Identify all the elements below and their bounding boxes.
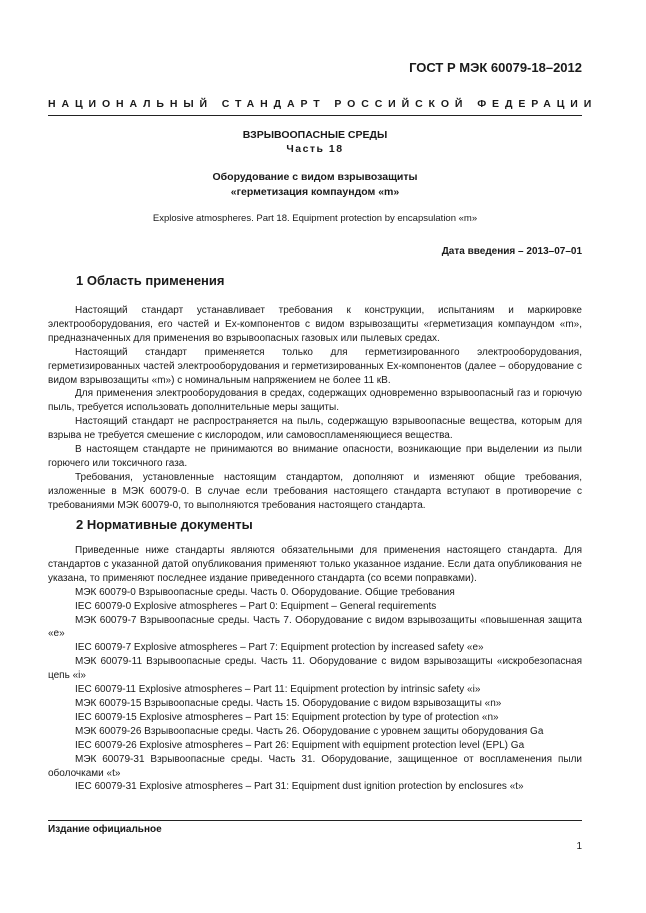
reference-item: IEC 60079-31 Explosive atmospheres – Part 31: Equipment dust ignition protection by enclosures «t»	[75, 781, 524, 793]
reference-item: МЭК 60079-26 Взрывоопасные среды. Часть 26. Оборудование с уровнем защиты оборудования Ga	[75, 725, 544, 737]
reference-item: IEC 60079-7 Explosive atmospheres – Part 7: Equipment protection by increased safety «e»	[75, 642, 484, 654]
document-page	[48, 0, 598, 913]
section-1-paragraph: Настоящий стандарт не распространяется на пыль, содержащую взрывоопасные вещества, которым для взрыва не требуется смешение с кислородом, или самовоспламеняющиеся вещества.	[48, 416, 582, 442]
reference-item: IEC 60079-0 Explosive atmospheres – Part 0: Equipment – General requirements	[75, 600, 437, 612]
english-title: Explosive atmospheres. Part 18. Equipment protection by encapsulation «m»	[152, 213, 478, 224]
document-title: ВЗРЫВООПАСНЫЕ СРЕДЫ	[242, 129, 388, 141]
reference-item: МЭК 60079-0 Взрывоопасные среды. Часть 0. Оборудование. Общие требования	[75, 586, 455, 598]
document-part: Часть 18	[286, 143, 344, 155]
section-1-heading: 1 Область применения	[76, 273, 225, 288]
introduction-date: Дата введения – 2013–07–01	[441, 246, 582, 257]
reference-item: IEC 60079-11 Explosive atmospheres – Part 11: Equipment protection by intrinsic safety «i»	[75, 684, 481, 696]
reference-item: МЭК 60079-7 Взрывоопасные среды. Часть 7. Оборудование с видом взрывозащиты «повышенная защита «е»	[48, 614, 582, 640]
section-2-body	[48, 544, 582, 794]
section-2-heading: 2 Нормативные документы	[76, 517, 253, 532]
section-1-paragraph: Настоящий стандарт применяется только для герметизированного электрооборудования, герметизированных частей электрооборудования и герметизированных Ex-компонентов (далее – оборудование с видом взрывозащиты «m») с номинальным напряжением не более 11 кВ.	[48, 346, 582, 386]
reference-item: IEC 60079-15 Explosive atmospheres – Part 15: Equipment protection by type of protection «n»	[75, 711, 499, 723]
reference-item: МЭК 60079-31 Взрывоопасные среды. Часть 31. Оборудование, защищенное от воспламенения пыли оболочками «t»	[48, 753, 582, 779]
reference-item: МЭК 60079-11 Взрывоопасные среды. Часть 11. Оборудование с видом взрывозащиты «искробезопасная цепь «i»	[48, 656, 582, 682]
section-1-paragraph: В настоящем стандарте не принимаются во внимание опасности, возникающие при выделении из пыли горючего или токсичного газа.	[48, 444, 582, 469]
section-1-body	[48, 304, 582, 513]
national-standard-banner: НАЦИОНАЛЬНЫЙ СТАНДАРТ РОССИЙСКОЙ ФЕДЕРАЦИИ	[48, 98, 598, 110]
page-number: 1	[576, 841, 582, 852]
document-subtitle-line2: «герметизация компаундом «m»	[230, 186, 400, 198]
section-1-paragraph: Для применения электрооборудования в средах, содержащих одновременно взрывоопасный газ и горючую пыль, требуется использовать дополнительные меры защиты.	[48, 388, 582, 414]
reference-item: МЭК 60079-15 Взрывоопасные среды. Часть 15. Оборудование с видом взрывозащиты «n»	[75, 697, 502, 709]
section-1-paragraph: Требования, установленные настоящим стандартом, дополняют и изменяют общие требования, изложенные в МЭК 60079-0. В случае если требования настоящего стандарта вступают в противоречие с требованиями МЭК 60079-0, то выполняются требования настоящего стандарта.	[48, 471, 582, 511]
reference-item: IEC 60079-26 Explosive atmospheres – Part 26: Equipment with equipment protection level (EPL) Ga	[75, 739, 525, 751]
footer-divider	[48, 820, 582, 821]
header-divider	[48, 115, 582, 116]
section-1-paragraph: Настоящий стандарт устанавливает требования к конструкции, испытаниям и маркировке электрооборудования, его частей и Ex-компонентов с видом взрывозащиты «герметизация компаундом «m», предназначенных для применения во взрывоопасных газовых или пылевых средах.	[48, 305, 582, 344]
official-edition-label: Издание официальное	[48, 824, 162, 835]
document-subtitle-line1: Оборудование с видом взрывозащиты	[212, 171, 418, 183]
section-2-intro: Приведенные ниже стандарты являются обязательными для применения настоящего стандарта. Для стандартов с указанной датой опубликования применяют только указанное издание. Если дата опубликования не указана, то применяют последнее издание приведенного стандарта (со всеми поправками).	[48, 545, 582, 584]
document-code: ГОСТ Р МЭК 60079-18–2012	[409, 60, 582, 75]
